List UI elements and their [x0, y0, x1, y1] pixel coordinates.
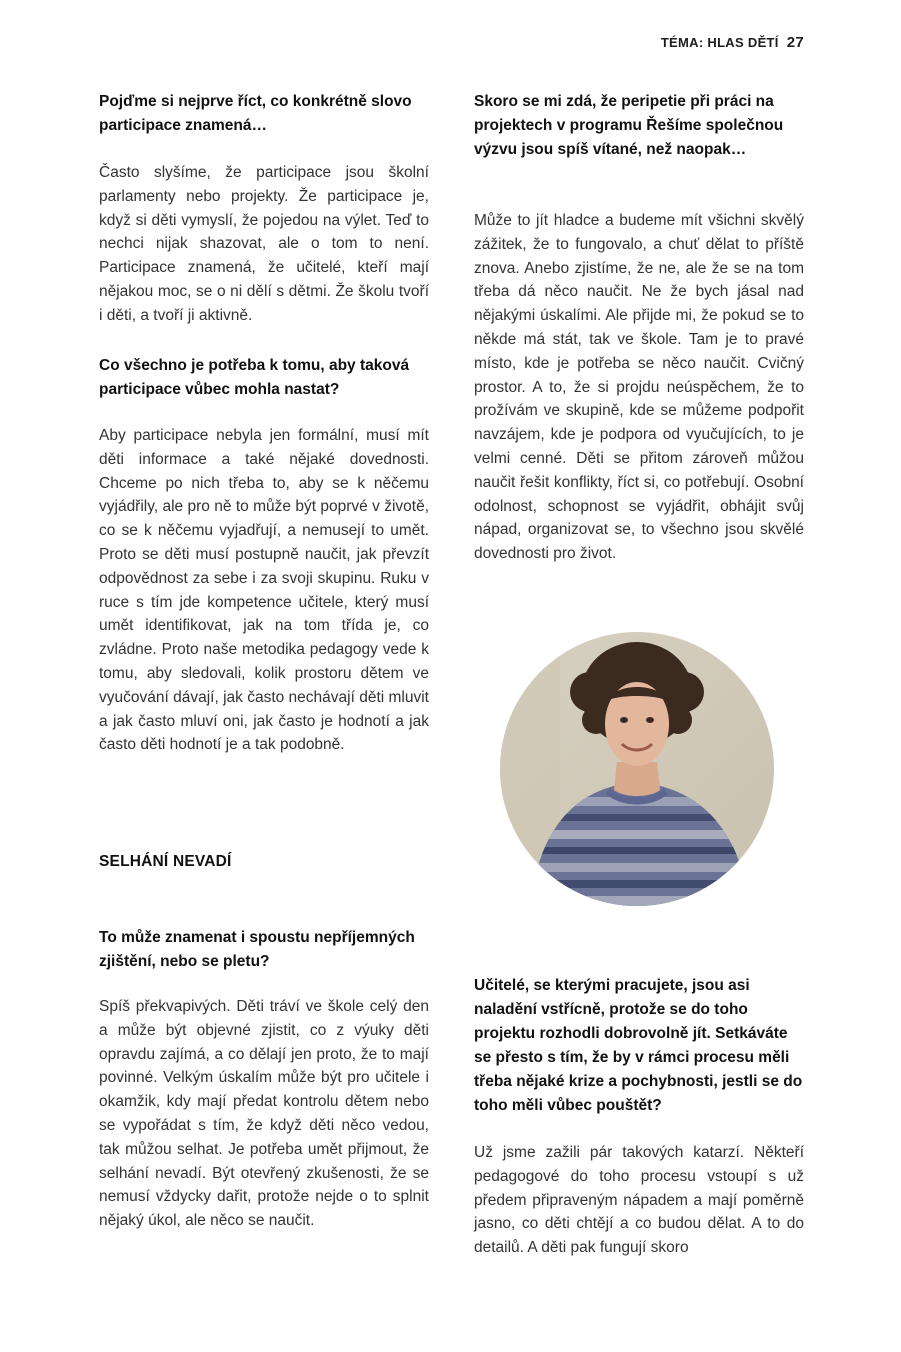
left-answer-1-block [99, 161, 429, 328]
left-question-1-block [99, 90, 429, 138]
right-answer-1-block [474, 209, 804, 566]
interview-answer: Už jsme zažili pár takových katarzí. Někteří pedagogové do toho procesu vstoupí s už předem připraveným nápadem a mají poměrně jasno, co děti chtějí a co budou dělat. A to do detailů. A děti pak fungují skoro [474, 1144, 804, 1257]
left-question-2-block [99, 354, 429, 402]
interview-question: To může znamenat i spoustu nepříjemných zjištění, nebo se pletu? [99, 929, 415, 970]
page-number: 27 [786, 34, 804, 51]
interview-answer: Často slyšíme, že participace jsou školní parlamenty nebo projekty. Že participace je, když si děti vymyslí, že pojedou na výlet. Teď to nechci nijak shazovat, ale o tom to není. Participace znamená, že učitelé, kteří mají nějakou moc, se o ni dělí s dětmi. Že školu tvoří i děti, a tvoří ji aktivně. [99, 164, 429, 324]
left-answer-2-block [99, 424, 429, 757]
interview-answer: Může to jít hladce a budeme mít všichni skvělý zážitek, že to fungovalo, a chuť dělat to příště znova. Anebo zjistíme, že ne, ale že se na tom třeba dá něco naučit. Ne že bych jásal nad nějakými úskalími. Ale přijde mi, že pokud se to někde má stát, tak ve škole. Tam je to pravé místo, kde je potřeba se něco naučit. Cvičný prostor. A to, že si projdu neúspěchem, že to prožívám ve skupině, kde se můžeme podpořit navzájem, kde je podpora od vyučujících, to je velmi cenné. Děti se přitom zároveň můžou naučit řešit konflikty, říct si, co potřebují. Osobní odolnost, schopnost se vyjádřit, obhájit svůj nápad, organizovat se, to všechno jsou skvělé dovednosti pro život. [474, 212, 804, 563]
section-heading-block [99, 853, 429, 871]
left-question-3-block [99, 926, 429, 974]
right-question-1-block [474, 90, 804, 162]
interview-question: Skoro se mi zdá, že peripetie při práci na projektech v programu Řešíme společnou výzvu jsou spíš vítané, než naopak… [474, 93, 784, 158]
interview-question: Co všechno je potřeba k tomu, aby taková participace vůbec mohla nastat? [99, 357, 410, 398]
running-header [661, 34, 804, 51]
left-answer-3-block [99, 995, 429, 1233]
portrait-illustration [500, 632, 774, 906]
interview-answer: Aby participace nebyla jen formální, musí mít děti informace a také nějaké dovednosti. Chceme po nich třeba to, aby se k něčemu vyjádřily, ale pro ně to může být poprvé v životě, co se k něčemu vyjadřují, a nemusejí to umět. Proto se děti musí postupně naučit, jak převzít odpovědnost za sebe i za svoji skupinu. Ruku v ruce s tím jde kompetence učitele, který musí umět identifikovat, jak na tom třída je, co zvládne. Proto naše metodika pedagogy vede k tomu, aby sledovali, kolik prostoru dětem ve vyučování dávají, jak často nechávají děti mluvit a jak často mluví oni, jak často je hodnotí a jak často děti hodnotí je a tak podobně. [99, 427, 429, 754]
interview-question: Učitelé, se kterými pracujete, jsou asi naladění vstřícně, protože se do toho projektu rozhodli dobrovolně jít. Setkáváte se přesto s tím, že by v rámci procesu měli třeba nějaké krize a pochybnosti, jestli se do toho měli vůbec pouštět? [474, 977, 803, 1114]
right-question-2-block [474, 974, 804, 1118]
interview-question: Pojďme si nejprve říct, co konkrétně slovo participace znamená… [99, 93, 412, 134]
interview-answer: Spíš překvapivých. Děti tráví ve škole celý den a může být objevné zjistit, co z výuky děti opravdu zajímá, a co dělají jen proto, že to mají povinné. Velkým úskalím může být pro učitele i okamžik, kdy mají předat kontrolu dětem nebo se vypořádat s tím, že když děti něco vedou, tak můžou selhat. Je potřeba umět přijmout, že selhání nevadí. Být otevřený zkušenosti, že se nemusí vždycky dařit, protože nejde o to splnit nějaký úkol, ale něco se naučit. [99, 998, 429, 1230]
right-answer-2-block [474, 1141, 804, 1260]
section-label: TÉMA: HLAS DĚTÍ [660, 35, 779, 50]
portrait-photo [500, 632, 774, 906]
section-heading: SELHÁNÍ NEVADÍ [99, 853, 232, 870]
